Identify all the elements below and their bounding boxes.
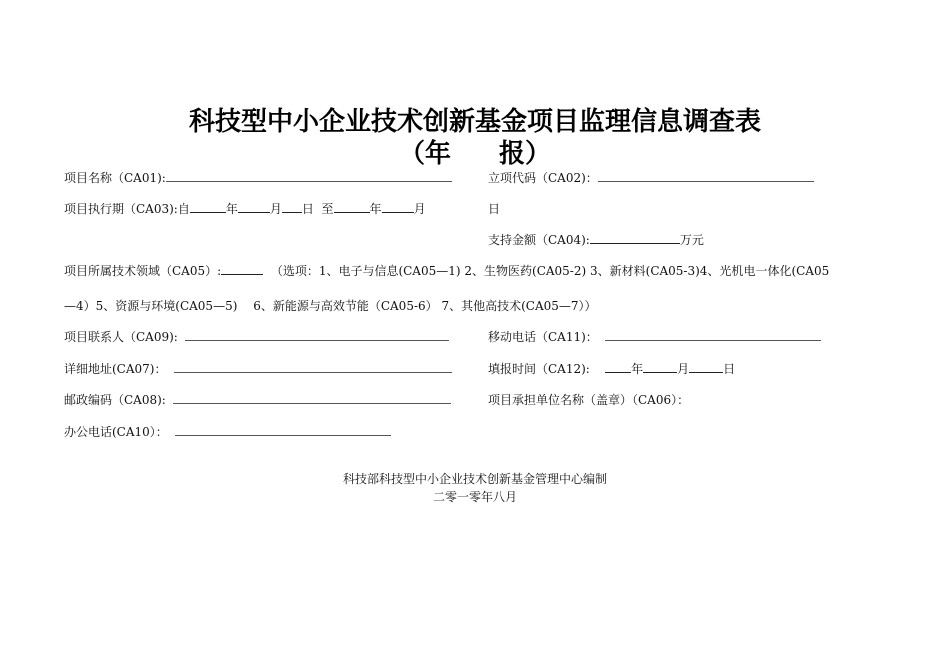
start-day-field[interactable]: [282, 201, 302, 213]
date-line: 二零一零年八月: [432, 490, 517, 504]
tech-options-line2: —4）5、资源与环境(CA05—5) 6、新能源与高效节能（CA05-6） 7、其他高技术(CA05—7））: [64, 299, 597, 313]
fill-day-label: 日: [723, 362, 736, 376]
end-year-field[interactable]: [334, 201, 370, 213]
project-name-row: [64, 170, 452, 186]
fill-month-field[interactable]: [643, 361, 677, 373]
end-day-label: 日: [488, 202, 501, 216]
compiler-line: 科技部科技型中小企业技术创新基金管理中心编制: [342, 472, 607, 486]
office-phone-field[interactable]: [175, 424, 391, 436]
document-subtitle: [0, 133, 950, 170]
tech-field-label: 项目所属技术领域（CA05）:: [64, 264, 222, 278]
project-code-row: [488, 170, 814, 186]
postcode-label: 邮政编码（CA08):: [64, 393, 166, 407]
unit-name-row: [488, 392, 689, 408]
project-code-label: 立项代码（CA02)：: [488, 171, 598, 185]
office-phone-label: 办公电话(CA10）：: [64, 425, 168, 439]
fill-year-label: 年: [631, 362, 644, 376]
subtitle-right: 报）: [499, 139, 552, 169]
contact-field[interactable]: [185, 329, 449, 341]
end-month-label: 月: [413, 202, 426, 216]
fill-time-row: [488, 361, 735, 377]
funding-label: 支持金额（CA04):: [488, 233, 590, 247]
start-month-label: 月: [269, 202, 282, 216]
tech-field-row: [64, 263, 829, 279]
address-field[interactable]: [174, 361, 452, 373]
tech-field-input[interactable]: [221, 263, 263, 275]
project-name-label: 项目名称（CA01):: [64, 171, 166, 185]
fill-month-label: 月: [677, 362, 690, 376]
postcode-field[interactable]: [173, 392, 451, 404]
to-label: 至: [321, 202, 334, 216]
contact-label: 项目联系人（CA09):: [64, 330, 178, 344]
exec-period-label: 项目执行期（CA03):自: [64, 202, 190, 216]
start-day-label: 日: [301, 202, 314, 216]
end-day-row: [488, 201, 500, 217]
tech-options-row2: [64, 298, 597, 314]
fill-day-field[interactable]: [689, 361, 723, 373]
project-code-field[interactable]: [598, 170, 814, 182]
funding-field[interactable]: [590, 232, 680, 244]
start-year-field[interactable]: [190, 201, 226, 213]
postcode-row: [64, 392, 451, 408]
start-month-field[interactable]: [238, 201, 270, 213]
address-label: 详细地址(CA07)：: [64, 362, 167, 376]
office-phone-row: [64, 424, 391, 440]
document-title: 科技型中小企业技术创新基金项目监理信息调查表: [188, 107, 761, 137]
fill-year-field[interactable]: [605, 361, 631, 373]
exec-period-row: [64, 201, 426, 217]
end-year-label: 年: [369, 202, 382, 216]
unit-name-label: 项目承担单位名称（盖章）（CA06）：: [488, 393, 690, 407]
contact-row: [64, 329, 449, 345]
end-month-field[interactable]: [382, 201, 414, 213]
subtitle-left: （年: [398, 139, 451, 169]
fill-time-label: 填报时间（CA12):: [488, 362, 590, 376]
funding-row: [488, 232, 704, 248]
project-name-field[interactable]: [166, 170, 452, 182]
start-year-label: 年: [225, 202, 238, 216]
mobile-row: [488, 329, 821, 345]
mobile-label: 移动电话（CA11)：: [488, 330, 598, 344]
address-row: [64, 361, 452, 377]
mobile-field[interactable]: [605, 329, 821, 341]
tech-options-line1: （选项：1、电子与信息(CA05—1) 2、生物医药(CA05-2) 3、新材料(CA05-3)4、光机电一体化(CA05: [270, 264, 830, 278]
funding-unit: 万元: [679, 233, 704, 247]
